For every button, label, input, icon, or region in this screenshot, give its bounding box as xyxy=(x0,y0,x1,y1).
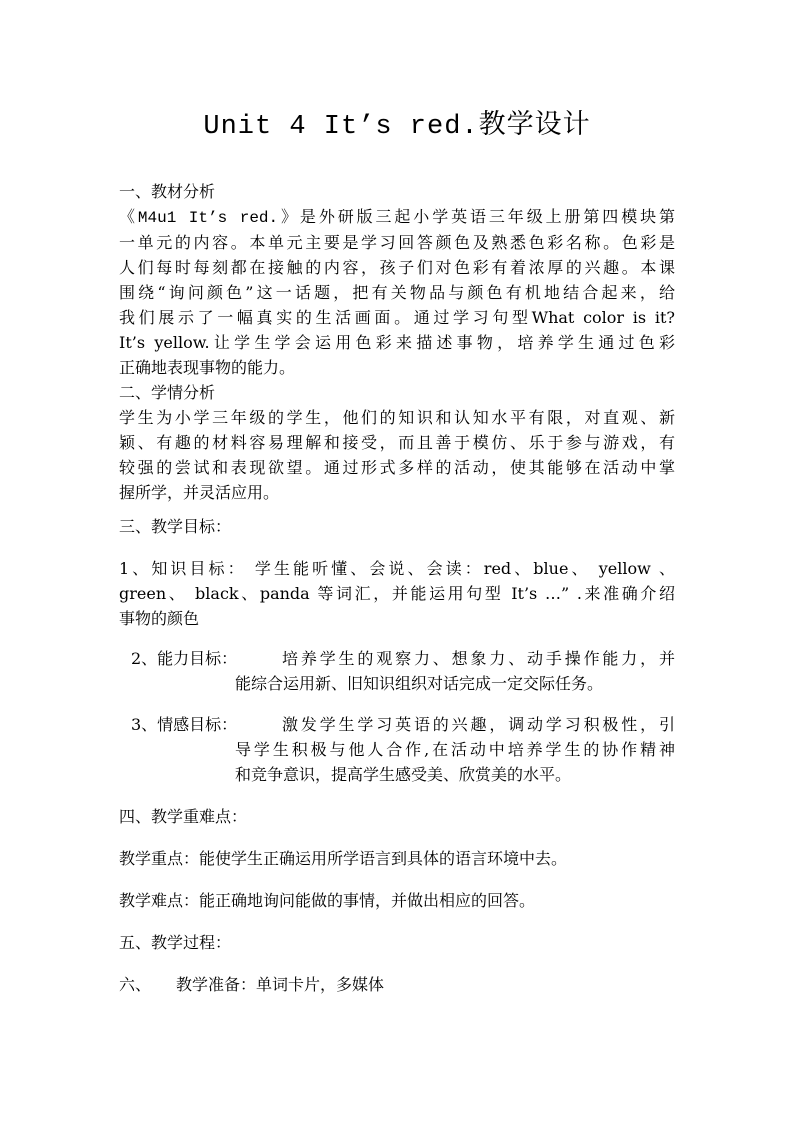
paragraph-line: 《M4u1 It’s red.》是外研版三起小学英语三年级上册第四模块第 xyxy=(119,209,675,227)
goal-knowledge-line-1: 1、知识目标： 学生能听懂、会说、会读：red、blue、 yellow 、 xyxy=(119,559,675,578)
goal-ability-label: 2、能力目标： xyxy=(131,649,238,668)
paragraph-line: 较强的尝试和表现欲望。通过形式多样的活动，使其能够在活动中掌 xyxy=(119,458,675,477)
goal-emotion-label: 3、情感目标： xyxy=(131,715,238,734)
goal-ability-line-2: 能综合运用新、旧知识组织对话完成一定交际任务。 xyxy=(235,674,604,693)
section-label-6: 六、 xyxy=(119,975,152,994)
goal-knowledge-line-3: 事物的颜色 xyxy=(119,609,200,628)
goal-knowledge-line-2: green、 black、panda 等词汇，并能运用句型 It’s …” .来准确介绍 xyxy=(119,584,675,603)
paragraph-line: 颖、有趣的材料容易理解和接受，而且善于模仿、乐于参与游戏，有 xyxy=(119,433,675,452)
paragraph-line: 人们每时每刻都在接触的内容，孩子们对色彩有着浓厚的兴趣。本课 xyxy=(119,258,675,277)
paragraph-line: 握所学，并灵活应用。 xyxy=(119,483,280,502)
document-title: Unit 4 It’s red.教学设计 xyxy=(203,112,591,142)
paragraph-line: 我们展示了一幅真实的生活画面。通过学习句型What color is it? xyxy=(119,308,675,327)
paragraph-line: 正确地表现事物的能力。 xyxy=(119,358,296,377)
paragraph-line: 学生为小学三年级的学生，他们的知识和认知水平有限，对直观、新 xyxy=(119,408,675,427)
paragraph-line: It’s yellow.让学生学会运用色彩来描述事物，培养学生通过色彩 xyxy=(119,333,675,352)
section-heading-1: 一、教材分析 xyxy=(119,182,216,201)
goal-emotion-line-2: 导学生积极与他人合作,在活动中培养学生的协作精神 xyxy=(235,740,675,759)
goal-ability-line-1: 培养学生的观察力、想象力、动手操作能力，并 xyxy=(282,649,675,668)
section-heading-3: 三、教学目标： xyxy=(119,517,232,536)
key-point: 教学重点：能使学生正确运用所学语言到具体的语言环境中去。 xyxy=(119,849,568,868)
difficult-point: 教学难点：能正确地询问能做的事情，并做出相应的回答。 xyxy=(119,891,536,910)
section-heading-4: 四、教学重难点： xyxy=(119,807,248,826)
goal-emotion-line-3: 和竞争意识，提高学生感受美、欣赏美的水平。 xyxy=(235,765,572,784)
goal-emotion-line-1: 激发学生学习英语的兴趣，调动学习积极性，引 xyxy=(282,715,675,734)
paragraph-line: 一单元的内容。本单元主要是学习回答颜色及熟悉色彩名称。色彩是 xyxy=(119,233,675,252)
section-heading-2: 二、学情分析 xyxy=(119,383,216,402)
section-heading-5: 五、教学过程： xyxy=(119,933,232,952)
paragraph-line: 围绕“询问颜色”这一话题，把有关物品与颜色有机地结合起来，给 xyxy=(119,283,675,302)
teaching-preparation: 教学准备：单词卡片，多媒体 xyxy=(176,975,385,994)
